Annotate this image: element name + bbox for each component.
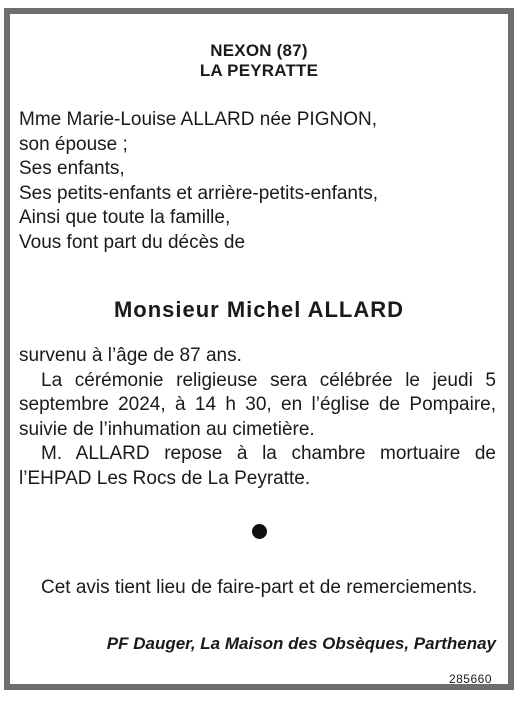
announcer-line: Mme Marie-Louise ALLARD née PIGNON, xyxy=(19,109,377,130)
age-line: survenu à l’âge de 87 ans. xyxy=(19,345,242,366)
reference-number: 285660 xyxy=(448,672,492,686)
location-heading: NEXON (87) xyxy=(210,41,308,60)
separator-bullet xyxy=(10,524,508,544)
obituary-notice xyxy=(4,8,514,690)
announcer-line: Ses enfants, xyxy=(19,158,125,179)
notice-header xyxy=(10,41,508,81)
closing-paragraph: Cet avis tient lieu de faire-part et de remerciements. xyxy=(41,577,478,598)
bullet-icon xyxy=(252,524,267,539)
announcer-line: Ses petits-enfants et arrière-petits-enfants, xyxy=(19,182,379,204)
ceremony-paragraph: La cérémonie religieuse sera célébrée le jeudi 5 septembre 2024, à 14 h 30, en l’église de Pompaire, suivie de l’inhumation au cimetière. xyxy=(19,369,496,440)
resting-paragraph: M. ALLARD repose à la chambre mortuaire de l’EHPAD Les Rocs de La Peyratte. xyxy=(19,443,496,489)
announcer-line: Ainsi que toute la famille, xyxy=(19,207,231,228)
announcers-block xyxy=(19,108,496,255)
place-heading: LA PEYRATTE xyxy=(199,61,319,80)
deceased-name: Monsieur Michel ALLARD xyxy=(113,297,405,322)
notice-body xyxy=(19,344,496,491)
funeral-home: PF Dauger, La Maison des Obsèques, Parthenay xyxy=(106,634,496,653)
announcer-line: son épouse ; xyxy=(19,133,128,155)
announcer-line: Vous font part du décès de xyxy=(19,231,246,253)
